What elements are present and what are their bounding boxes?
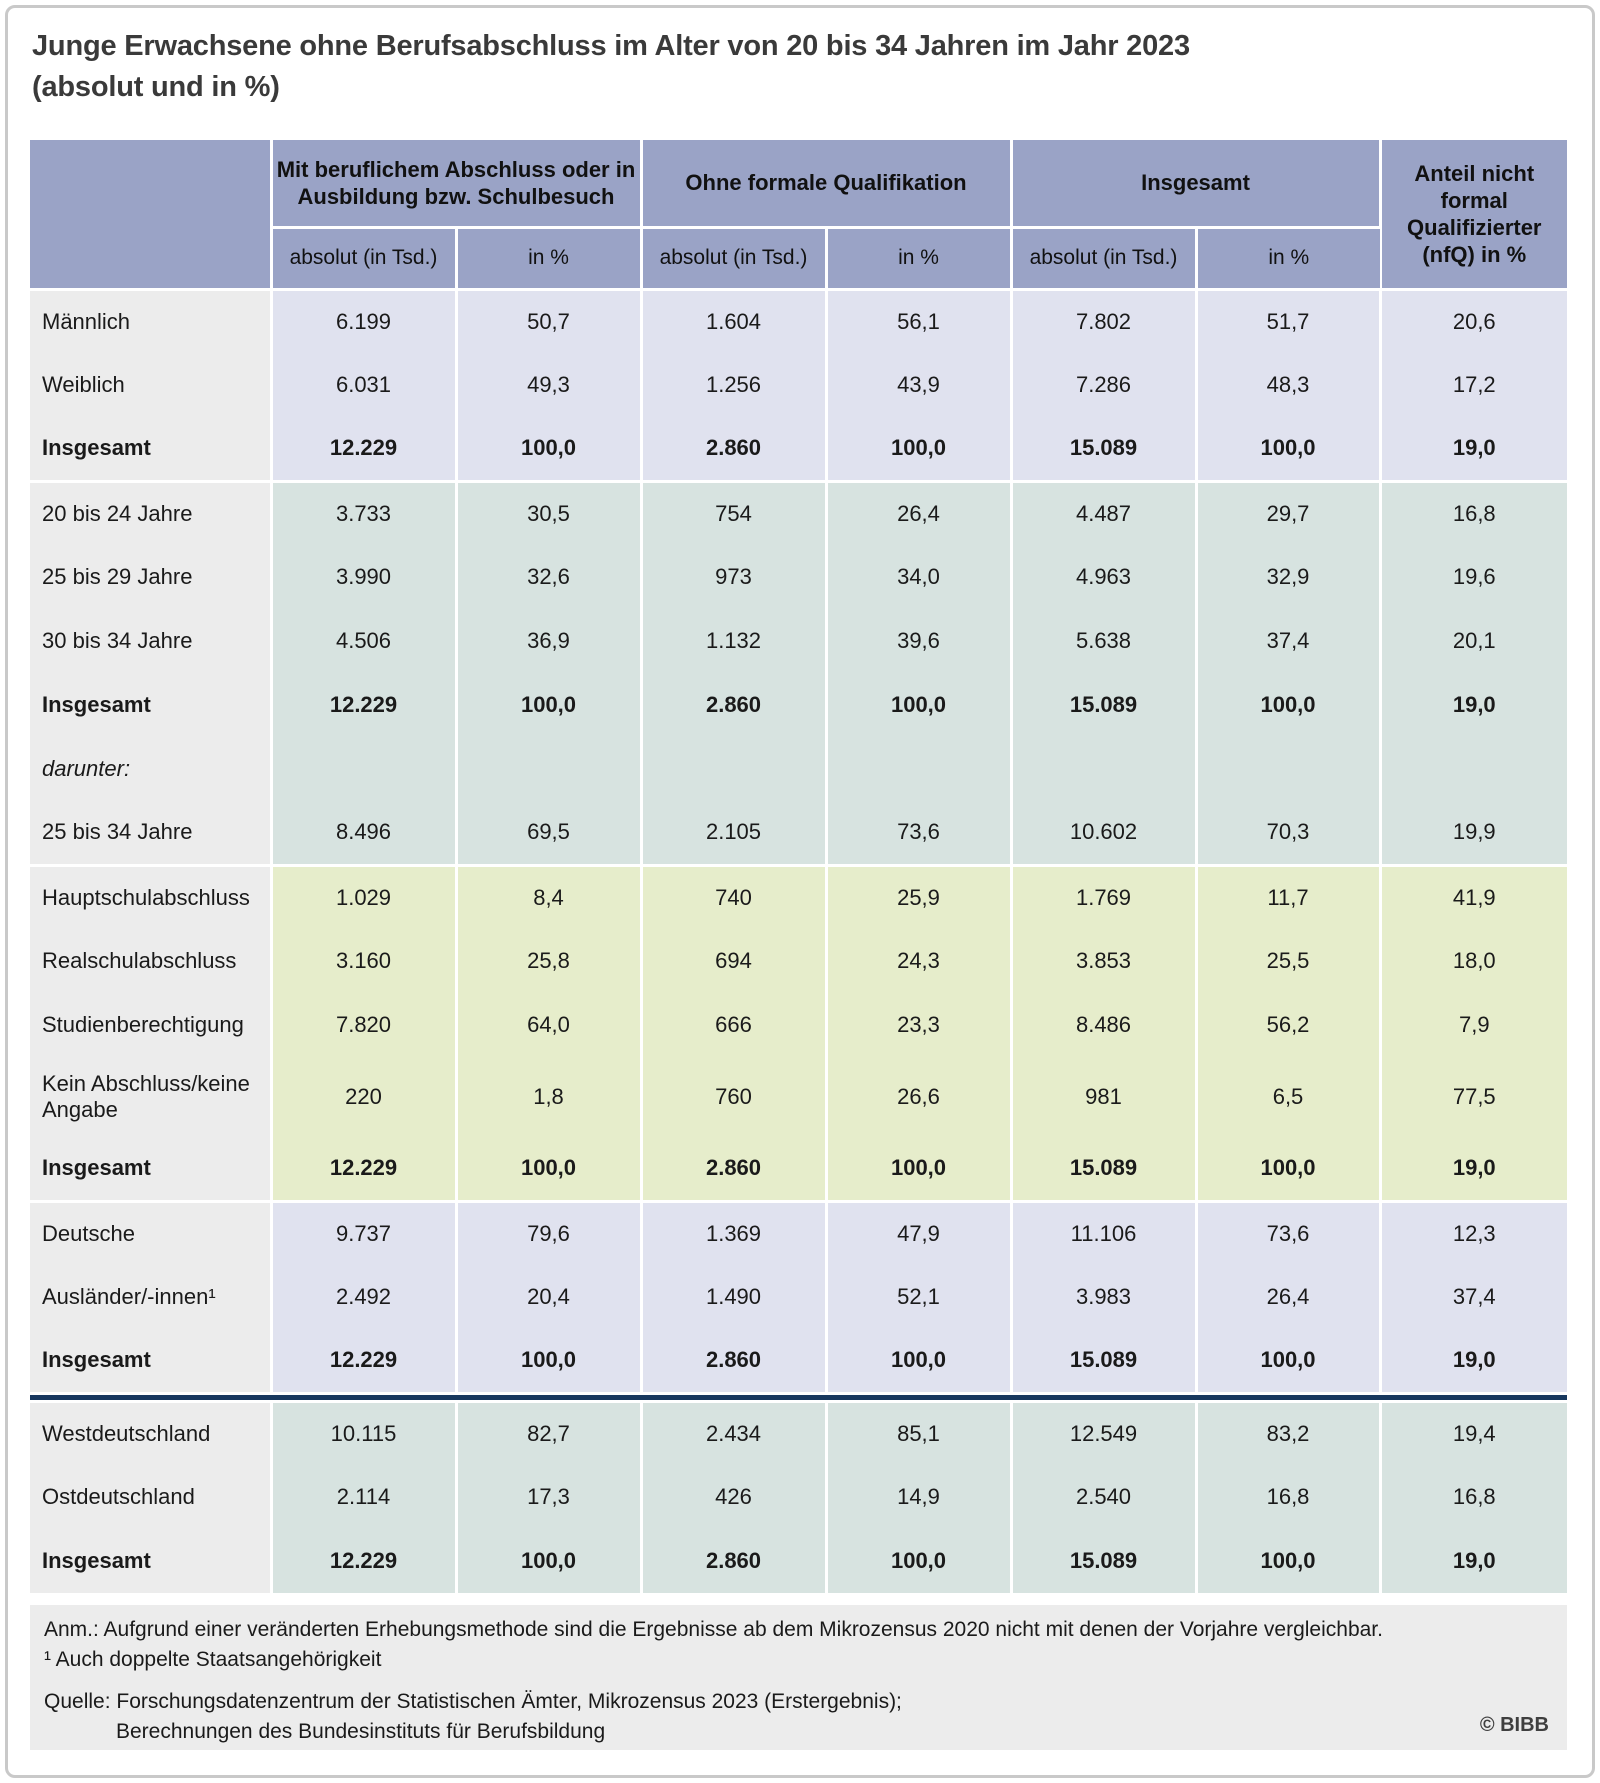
title-line-1: Junge Erwachsene ohne Berufsabschluss im Alter von 20 bis 34 Jahren im Jahr 2023 — [32, 30, 1190, 62]
row-label: Insgesamt — [30, 1529, 271, 1593]
data-cell: 12.229 — [271, 1137, 456, 1201]
data-cell: 1.369 — [641, 1201, 826, 1265]
data-cell: 16,8 — [1380, 1465, 1567, 1529]
data-cell: 1.604 — [641, 289, 826, 353]
data-cell: 15.089 — [1011, 673, 1196, 737]
data-cell: 25,8 — [456, 929, 641, 993]
data-cell: 6.199 — [271, 289, 456, 353]
data-cell: 3.983 — [1011, 1265, 1196, 1329]
row-label: Ostdeutschland — [30, 1465, 271, 1529]
data-cell: 9.737 — [271, 1201, 456, 1265]
data-cell: 426 — [641, 1465, 826, 1529]
data-cell: 100,0 — [826, 673, 1011, 737]
data-cell: 15.089 — [1011, 417, 1196, 481]
data-cell: 85,1 — [826, 1401, 1011, 1465]
data-cell: 19,0 — [1380, 1529, 1567, 1593]
row-label: Realschulabschluss — [30, 929, 271, 993]
data-cell: 19,6 — [1380, 545, 1567, 609]
data-cell: 981 — [1011, 1057, 1196, 1137]
row-label: Weiblich — [30, 353, 271, 417]
data-cell: 4.506 — [271, 609, 456, 673]
data-cell: 15.089 — [1011, 1529, 1196, 1593]
data-cell: 4.487 — [1011, 481, 1196, 545]
data-cell: 52,1 — [826, 1265, 1011, 1329]
data-cell: 12.229 — [271, 1529, 456, 1593]
footer-note-method: Anm.: Aufgrund einer veränderten Erhebungsmethode sind die Ergebnisse ab dem Mikrozensus 2020 nicht mit denen der Vorjahre vergleichbar. — [44, 1618, 1383, 1641]
data-cell: 7.820 — [271, 993, 456, 1057]
table-row — [30, 481, 1567, 545]
data-cell: 25,5 — [1196, 929, 1380, 993]
table-row — [30, 993, 1567, 1057]
data-cell: 77,5 — [1380, 1057, 1567, 1137]
data-cell: 19,4 — [1380, 1401, 1567, 1465]
data-cell: 14,9 — [826, 1465, 1011, 1529]
data-cell: 694 — [641, 929, 826, 993]
data-cell: 100,0 — [456, 1137, 641, 1201]
data-cell: 100,0 — [1196, 1529, 1380, 1593]
row-label: Studienberechtigung — [30, 993, 271, 1057]
data-cell: 49,3 — [456, 353, 641, 417]
header-group-qualified: Mit beruflichem Abschluss oder in Ausbildung bzw. Schulbesuch — [271, 140, 641, 227]
data-cell: 6.031 — [271, 353, 456, 417]
data-cell: 37,4 — [1196, 609, 1380, 673]
data-cell: 19,0 — [1380, 1137, 1567, 1201]
data-cell: 56,1 — [826, 289, 1011, 353]
subheader-absolut-g3: absolut (in Tsd.) — [1011, 227, 1196, 289]
row-label: Deutsche — [30, 1201, 271, 1265]
data-cell: 32,9 — [1196, 545, 1380, 609]
table-row — [30, 1265, 1567, 1329]
data-cell: 79,6 — [456, 1201, 641, 1265]
data-cell: 2.492 — [271, 1265, 456, 1329]
data-cell: 83,2 — [1196, 1401, 1380, 1465]
row-label: Insgesamt — [30, 417, 271, 481]
data-cell: 2.860 — [641, 417, 826, 481]
data-cell: 100,0 — [456, 673, 641, 737]
row-label: 25 bis 29 Jahre — [30, 545, 271, 609]
data-cell: 30,5 — [456, 481, 641, 545]
data-cell: 39,6 — [826, 609, 1011, 673]
data-cell — [1011, 737, 1196, 801]
data-cell: 26,4 — [1196, 1265, 1380, 1329]
data-cell: 100,0 — [826, 1329, 1011, 1393]
row-label: Hauptschulabschluss — [30, 865, 271, 929]
footer-source-line2: Berechnungen des Bundesinstituts für Berufsbildung — [116, 1720, 606, 1743]
data-cell: 50,7 — [456, 289, 641, 353]
footer-note-citizenship: ¹ Auch doppelte Staatsangehörigkeit — [44, 1648, 382, 1671]
footer-source-line1: Quelle: Forschungsdatenzentrum der Statistischen Ämter, Mikrozensus 2023 (Erstergebnis); — [44, 1690, 902, 1713]
data-cell: 26,6 — [826, 1057, 1011, 1137]
data-cell: 1.769 — [1011, 865, 1196, 929]
data-cell: 100,0 — [456, 1529, 641, 1593]
data-cell: 12.549 — [1011, 1401, 1196, 1465]
subheader-percent-g1: in % — [456, 227, 641, 289]
table-row — [30, 1201, 1567, 1265]
table-row — [30, 801, 1567, 865]
data-cell: 34,0 — [826, 545, 1011, 609]
subheader-absolut-g1: absolut (in Tsd.) — [271, 227, 456, 289]
row-label: Ausländer/-innen¹ — [30, 1265, 271, 1329]
data-cell: 17,2 — [1380, 353, 1567, 417]
data-cell: 12.229 — [271, 673, 456, 737]
data-cell: 4.963 — [1011, 545, 1196, 609]
footer-notes — [30, 1605, 1567, 1750]
data-cell: 3.853 — [1011, 929, 1196, 993]
data-cell: 37,4 — [1380, 1265, 1567, 1329]
page-title — [32, 26, 1552, 108]
copyright-bibb: © BIBB — [1479, 1714, 1549, 1736]
data-cell: 8.496 — [271, 801, 456, 865]
data-cell: 43,9 — [826, 353, 1011, 417]
data-cell: 2.114 — [271, 1465, 456, 1529]
data-cell: 2.434 — [641, 1401, 826, 1465]
table-row — [30, 1529, 1567, 1593]
table-row — [30, 737, 1567, 801]
data-cell: 3.733 — [271, 481, 456, 545]
row-label: 30 bis 34 Jahre — [30, 609, 271, 673]
data-cell: 2.105 — [641, 801, 826, 865]
data-cell: 73,6 — [1196, 1201, 1380, 1265]
data-cell: 32,6 — [456, 545, 641, 609]
data-cell: 29,7 — [1196, 481, 1380, 545]
row-label: 25 bis 34 Jahre — [30, 801, 271, 865]
data-cell: 25,9 — [826, 865, 1011, 929]
data-cell — [1380, 737, 1567, 801]
header-group-unqualified: Ohne formale Qualifikation — [641, 140, 1011, 227]
header-corner-cell — [30, 140, 271, 289]
data-cell: 1,8 — [456, 1057, 641, 1137]
header-group-total: Insgesamt — [1011, 140, 1380, 227]
row-label: 20 bis 24 Jahre — [30, 481, 271, 545]
data-cell: 11.106 — [1011, 1201, 1196, 1265]
data-cell: 1.132 — [641, 609, 826, 673]
data-cell: 11,7 — [1196, 865, 1380, 929]
table-row — [30, 1329, 1567, 1393]
data-cell: 15.089 — [1011, 1329, 1196, 1393]
data-cell: 19,0 — [1380, 673, 1567, 737]
data-cell: 82,7 — [456, 1401, 641, 1465]
subheader-percent-g2: in % — [826, 227, 1011, 289]
data-cell: 973 — [641, 545, 826, 609]
data-cell: 100,0 — [826, 1529, 1011, 1593]
data-cell: 220 — [271, 1057, 456, 1137]
data-cell: 24,3 — [826, 929, 1011, 993]
row-label: Westdeutschland — [30, 1401, 271, 1465]
data-cell: 754 — [641, 481, 826, 545]
header-share-nfq: Anteil nicht formal Qualifizierter (nfQ) in % — [1380, 140, 1567, 289]
data-cell: 7.286 — [1011, 353, 1196, 417]
title-line-2: (absolut und in %) — [32, 71, 280, 103]
row-label: Kein Abschluss/keine Angabe — [30, 1057, 271, 1137]
data-cell: 3.160 — [271, 929, 456, 993]
navy-divider-line — [30, 1393, 1567, 1401]
row-label: Insgesamt — [30, 1329, 271, 1393]
statistics-table — [30, 140, 1567, 1593]
data-cell: 51,7 — [1196, 289, 1380, 353]
table-row — [30, 1137, 1567, 1201]
data-cell: 666 — [641, 993, 826, 1057]
data-cell: 1.029 — [271, 865, 456, 929]
row-label: darunter: — [30, 737, 271, 801]
data-cell: 8.486 — [1011, 993, 1196, 1057]
data-cell: 740 — [641, 865, 826, 929]
data-cell: 5.638 — [1011, 609, 1196, 673]
data-cell: 17,3 — [456, 1465, 641, 1529]
data-cell: 100,0 — [826, 1137, 1011, 1201]
data-cell: 100,0 — [456, 1329, 641, 1393]
data-cell: 56,2 — [1196, 993, 1380, 1057]
data-cell: 20,1 — [1380, 609, 1567, 673]
data-cell — [1196, 737, 1380, 801]
data-cell: 69,5 — [456, 801, 641, 865]
data-cell: 16,8 — [1380, 481, 1567, 545]
data-cell: 760 — [641, 1057, 826, 1137]
data-cell: 23,3 — [826, 993, 1011, 1057]
subheader-absolut-g2: absolut (in Tsd.) — [641, 227, 826, 289]
data-cell: 73,6 — [826, 801, 1011, 865]
data-cell: 8,4 — [456, 865, 641, 929]
data-cell: 100,0 — [1196, 417, 1380, 481]
data-cell: 7,9 — [1380, 993, 1567, 1057]
data-cell: 100,0 — [1196, 673, 1380, 737]
data-cell: 16,8 — [1196, 1465, 1380, 1529]
table-row — [30, 353, 1567, 417]
data-cell: 26,4 — [826, 481, 1011, 545]
table-row — [30, 289, 1567, 353]
data-cell: 10.602 — [1011, 801, 1196, 865]
data-cell: 47,9 — [826, 1201, 1011, 1265]
table-row — [30, 673, 1567, 737]
data-cell: 20,4 — [456, 1265, 641, 1329]
table-row — [30, 929, 1567, 993]
data-cell — [456, 737, 641, 801]
data-cell: 6,5 — [1196, 1057, 1380, 1137]
data-cell: 10.115 — [271, 1401, 456, 1465]
data-cell — [271, 737, 456, 801]
data-cell: 1.256 — [641, 353, 826, 417]
data-cell: 19,0 — [1380, 417, 1567, 481]
data-cell: 1.490 — [641, 1265, 826, 1329]
table-row — [30, 865, 1567, 929]
data-cell: 18,0 — [1380, 929, 1567, 993]
data-cell: 64,0 — [456, 993, 641, 1057]
data-cell: 100,0 — [826, 417, 1011, 481]
table-row — [30, 609, 1567, 673]
data-cell: 100,0 — [1196, 1329, 1380, 1393]
data-cell: 19,0 — [1380, 1329, 1567, 1393]
data-cell: 15.089 — [1011, 1137, 1196, 1201]
data-cell: 2.860 — [641, 673, 826, 737]
table-row — [30, 1401, 1567, 1465]
table-row — [30, 545, 1567, 609]
data-cell: 12.229 — [271, 1329, 456, 1393]
table-row — [30, 1057, 1567, 1137]
data-cell — [826, 737, 1011, 801]
table-row — [30, 1465, 1567, 1529]
data-cell: 3.990 — [271, 545, 456, 609]
table-body — [30, 289, 1567, 1593]
data-cell: 36,9 — [456, 609, 641, 673]
data-cell — [641, 737, 826, 801]
data-cell: 70,3 — [1196, 801, 1380, 865]
row-label: Männlich — [30, 289, 271, 353]
data-cell: 100,0 — [1196, 1137, 1380, 1201]
data-cell: 2.540 — [1011, 1465, 1196, 1529]
table-row — [30, 417, 1567, 481]
data-cell: 41,9 — [1380, 865, 1567, 929]
table-header — [30, 140, 1567, 289]
row-label: Insgesamt — [30, 1137, 271, 1201]
statistics-table-wrapper — [30, 140, 1567, 1593]
data-cell: 2.860 — [641, 1137, 826, 1201]
data-cell: 7.802 — [1011, 289, 1196, 353]
data-cell: 48,3 — [1196, 353, 1380, 417]
data-cell: 19,9 — [1380, 801, 1567, 865]
data-cell: 20,6 — [1380, 289, 1567, 353]
data-cell: 100,0 — [456, 417, 641, 481]
data-cell: 12.229 — [271, 417, 456, 481]
data-cell: 2.860 — [641, 1529, 826, 1593]
data-cell: 12,3 — [1380, 1201, 1567, 1265]
data-cell: 2.860 — [641, 1329, 826, 1393]
subheader-percent-g3: in % — [1196, 227, 1380, 289]
row-label: Insgesamt — [30, 673, 271, 737]
